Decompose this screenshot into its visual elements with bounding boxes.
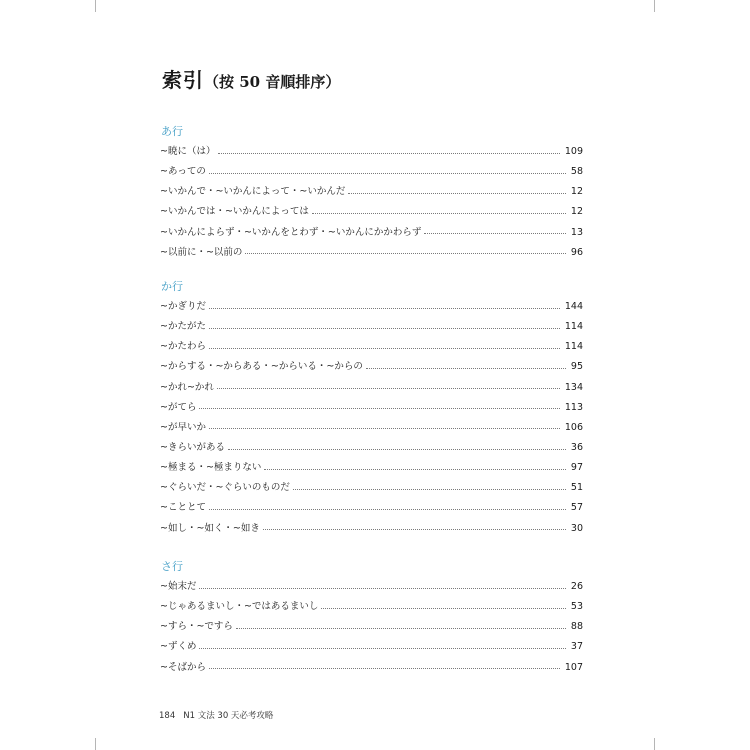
dot-leader (218, 153, 559, 154)
index-entry (160, 418, 583, 438)
dot-leader (293, 489, 566, 490)
index-section (160, 277, 583, 539)
entry-page-number: 95 (570, 361, 583, 373)
entry-term: ~かぎりだ (160, 301, 206, 313)
dot-leader (264, 469, 565, 470)
index-entry (160, 202, 583, 222)
entry-page-number: 109 (564, 146, 583, 158)
index-entry (160, 577, 583, 597)
dot-leader (209, 348, 560, 349)
entry-term: ~如し・~如く・~如き (160, 522, 260, 534)
entry-term: ~暁に（は） (160, 146, 216, 158)
entry-term: ~かれ~かれ (160, 381, 214, 393)
entry-page-number: 113 (564, 401, 583, 413)
entry-term: ~ぐらいだ・~ぐらいのものだ (160, 482, 290, 494)
entry-page-number: 51 (570, 482, 583, 494)
crop-mark-bottom-right-vertical (654, 738, 655, 750)
index-entry (160, 317, 583, 337)
page-title (162, 64, 340, 93)
dot-leader (263, 529, 566, 530)
entry-term: ~こととて (160, 502, 206, 514)
index-entry (160, 357, 583, 377)
dot-leader (217, 388, 560, 389)
index-entry (160, 597, 583, 617)
index-section (160, 557, 583, 678)
entry-page-number: 114 (564, 341, 583, 353)
entry-term: ~かたがた (160, 321, 206, 333)
dot-leader (321, 608, 565, 609)
entry-page-number: 107 (564, 661, 583, 673)
index-entry (160, 658, 583, 678)
entry-page-number: 97 (570, 462, 583, 474)
dot-leader (312, 213, 566, 214)
index-entry (160, 162, 583, 182)
entry-term: ~すら・~ですら (160, 621, 233, 633)
dot-leader (199, 588, 565, 589)
entry-page-number: 26 (570, 581, 583, 593)
entry-page-number: 12 (570, 206, 583, 218)
section-heading: か行 (161, 280, 183, 293)
entry-page-number: 96 (570, 246, 583, 258)
crop-mark-top-right-vertical (654, 0, 655, 12)
dot-leader (209, 428, 560, 429)
dot-leader (209, 668, 560, 669)
index-entry (160, 182, 583, 202)
entry-page-number: 144 (564, 301, 583, 313)
section-heading: さ行 (161, 560, 183, 573)
entry-term: ~以前に・~以前の (160, 246, 243, 258)
entry-term: ~からする・~からある・~からいる・~からの (160, 361, 363, 373)
entry-page-number: 36 (570, 442, 583, 454)
dot-leader (209, 509, 566, 510)
index-entry (160, 519, 583, 539)
entry-term: ~ずくめ (160, 641, 197, 653)
entry-page-number: 57 (570, 502, 583, 514)
entry-page-number: 106 (564, 421, 583, 433)
entry-page-number: 114 (564, 321, 583, 333)
index-entry (160, 398, 583, 418)
dot-leader (424, 233, 566, 234)
entry-page-number: 58 (570, 166, 583, 178)
index-entry (160, 142, 583, 162)
dot-leader (348, 193, 566, 194)
index-entry (160, 297, 583, 317)
title-main: 索引 (162, 68, 204, 92)
entry-page-number: 13 (570, 226, 583, 238)
dot-leader (366, 368, 566, 369)
dot-leader (245, 253, 565, 254)
entry-term: ~あっての (160, 166, 206, 178)
page-footer (159, 709, 281, 721)
entry-page-number: 53 (570, 601, 583, 613)
entry-term: ~いかんで・~いかんによって・~いかんだ (160, 186, 346, 198)
entry-page-number: 37 (570, 641, 583, 653)
entry-page-number: 12 (570, 186, 583, 198)
entry-term: ~始末だ (160, 581, 197, 593)
index-entry (160, 617, 583, 637)
entry-term: ~いかんでは・~いかんによっては (160, 206, 309, 218)
index-entry (160, 438, 583, 458)
index-entry (160, 458, 583, 478)
index-entry (160, 223, 583, 243)
entry-page-number: 134 (564, 381, 583, 393)
index-entry (160, 243, 583, 263)
footer-book-title: N1 文法 30 天必考攻略 (183, 711, 274, 721)
index-entry (160, 478, 583, 498)
entry-term: ~じゃあるまいし・~ではあるまいし (160, 601, 319, 613)
entry-term: ~極まる・~極まりない (160, 462, 262, 474)
entry-term: ~がてら (160, 401, 197, 413)
entry-term: ~きらいがある (160, 442, 225, 454)
entry-term: ~が早いか (160, 421, 206, 433)
index-entry (160, 498, 583, 518)
title-subtitle: （按 50 音順排序） (204, 73, 341, 91)
entry-term: ~いかんによらず・~いかんをとわず・~いかんにかかわらず (160, 226, 422, 238)
dot-leader (199, 408, 559, 409)
dot-leader (236, 628, 566, 629)
section-heading: あ行 (161, 125, 183, 138)
dot-leader (199, 648, 565, 649)
index-entry (160, 378, 583, 398)
entry-term: ~かたわら (160, 341, 206, 353)
crop-mark-bottom-left-vertical (95, 738, 96, 750)
dot-leader (209, 308, 560, 309)
dot-leader (209, 328, 560, 329)
entry-page-number: 30 (570, 522, 583, 534)
entry-page-number: 88 (570, 621, 583, 633)
index-entry (160, 637, 583, 657)
index-section (160, 122, 583, 263)
crop-mark-top-left-vertical (95, 0, 96, 12)
footer-page-number: 184 (159, 711, 176, 721)
dot-leader (228, 449, 566, 450)
dot-leader (209, 173, 566, 174)
index-entry (160, 337, 583, 357)
entry-term: ~そばから (160, 661, 206, 673)
